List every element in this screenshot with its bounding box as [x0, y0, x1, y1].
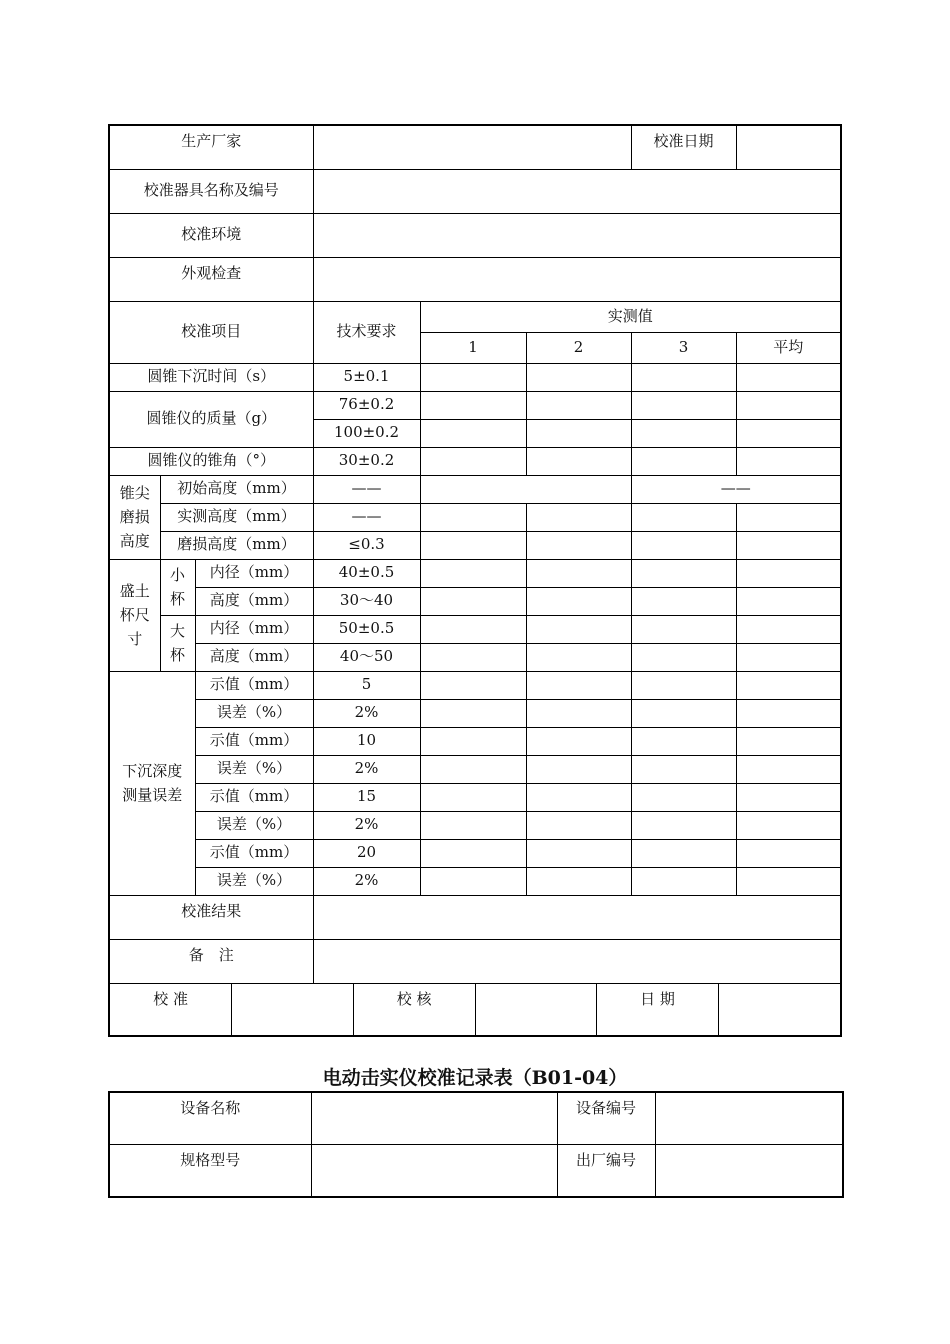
calib-date-label: 校准日期	[631, 125, 736, 169]
remark-label: 备 注	[109, 939, 313, 983]
calibrator-label: 校 准	[110, 984, 232, 1035]
cell[interactable]	[526, 419, 631, 447]
cell[interactable]	[420, 867, 526, 895]
cell[interactable]	[526, 391, 631, 419]
error-label: 误差（%）	[195, 867, 313, 895]
cell[interactable]	[736, 811, 841, 839]
cell[interactable]	[631, 391, 736, 419]
wear-height-req: ≤0.3	[313, 531, 420, 559]
factory-no-field[interactable]	[655, 1145, 843, 1198]
cell[interactable]	[420, 811, 526, 839]
large-cup-diameter-label: 内径（mm）	[195, 615, 313, 643]
cell[interactable]	[420, 615, 526, 643]
header-col-avg: 平均	[736, 332, 841, 363]
small-cup-height-req: 30～40	[313, 587, 420, 615]
calibrator-field[interactable]	[232, 984, 354, 1035]
form2-title: 电动击实仪校准记录表（B01-04）	[322, 1067, 628, 1089]
cone-mass-label: 圆锥仪的质量（g）	[109, 391, 313, 447]
cell[interactable]	[526, 671, 631, 699]
cell[interactable]	[420, 839, 526, 867]
cone-mass-req-76: 76±0.2	[313, 391, 420, 419]
cell[interactable]	[631, 811, 736, 839]
cell[interactable]	[631, 867, 736, 895]
header-col-1: 1	[420, 332, 526, 363]
calibration-form-table	[108, 124, 842, 1037]
depth-label: 示值（mm）	[195, 839, 313, 867]
large-cup-height-req: 40～50	[313, 643, 420, 671]
cone-sink-time-req: 5±0.1	[313, 363, 420, 391]
model-label: 规格型号	[109, 1145, 311, 1198]
cell[interactable]	[736, 867, 841, 895]
cell[interactable]	[736, 503, 841, 531]
cell[interactable]	[526, 531, 631, 559]
cell[interactable]	[526, 839, 631, 867]
cell[interactable]	[736, 755, 841, 783]
header-measured: 实测值	[420, 301, 841, 332]
initial-height-req: ——	[313, 475, 420, 503]
cell[interactable]	[631, 839, 736, 867]
error-label: 误差（%）	[195, 755, 313, 783]
remark-field[interactable]	[313, 939, 841, 983]
device-name-label: 设备名称	[109, 1092, 311, 1145]
error-req: 2%	[313, 755, 420, 783]
initial-height-merged-dash: ——	[631, 475, 841, 503]
cell[interactable]	[631, 643, 736, 671]
cell[interactable]	[526, 447, 631, 475]
wear-height-label: 磨损高度（mm）	[160, 531, 313, 559]
cell[interactable]	[631, 783, 736, 811]
cell[interactable]	[420, 363, 526, 391]
signoff-date-field[interactable]	[718, 984, 840, 1035]
device-name-field[interactable]	[311, 1092, 557, 1145]
cell[interactable]	[631, 447, 736, 475]
header-col-3: 3	[631, 332, 736, 363]
checker-label: 校 核	[353, 984, 475, 1035]
signoff-table	[110, 984, 840, 1035]
cell[interactable]	[631, 503, 736, 531]
cell[interactable]	[736, 671, 841, 699]
cell[interactable]	[736, 587, 841, 615]
cell[interactable]	[736, 559, 841, 587]
cell[interactable]	[526, 615, 631, 643]
result-label: 校准结果	[109, 895, 313, 939]
manufacturer-field[interactable]	[313, 125, 631, 169]
error-req: 2%	[313, 699, 420, 727]
cell[interactable]	[631, 727, 736, 755]
cell[interactable]	[631, 587, 736, 615]
cell[interactable]	[736, 643, 841, 671]
depth-label: 示值（mm）	[195, 727, 313, 755]
cone-angle-label: 圆锥仪的锥角（°）	[109, 447, 313, 475]
depth-label: 示值（mm）	[195, 671, 313, 699]
depth-req: 5	[313, 671, 420, 699]
cell[interactable]	[631, 531, 736, 559]
initial-height-label: 初始高度（mm）	[160, 475, 313, 503]
error-req: 2%	[313, 811, 420, 839]
cell[interactable]	[526, 867, 631, 895]
cell[interactable]	[631, 363, 736, 391]
cone-angle-req: 30±0.2	[313, 447, 420, 475]
cell[interactable]	[736, 699, 841, 727]
header-requirement: 技术要求	[313, 301, 420, 363]
wear-group-label: 锥尖 磨损 高度	[109, 475, 160, 559]
cell[interactable]	[526, 363, 631, 391]
cell[interactable]	[526, 699, 631, 727]
cup-group-label: 盛土 杯尺 寸	[109, 559, 160, 671]
cell[interactable]	[526, 503, 631, 531]
instrument-field[interactable]	[313, 169, 841, 213]
signoff-row	[109, 983, 841, 1036]
result-field[interactable]	[313, 895, 841, 939]
cell[interactable]	[736, 783, 841, 811]
environment-label: 校准环境	[109, 213, 313, 257]
cell[interactable]	[736, 615, 841, 643]
cell[interactable]	[631, 615, 736, 643]
instrument-label: 校准器具名称及编号	[109, 169, 313, 213]
cell[interactable]	[420, 559, 526, 587]
header-col-2: 2	[526, 332, 631, 363]
cell[interactable]	[526, 643, 631, 671]
cell[interactable]	[736, 531, 841, 559]
cell[interactable]	[420, 755, 526, 783]
initial-height-merged-cell[interactable]	[420, 475, 631, 503]
cell[interactable]	[631, 699, 736, 727]
checker-field[interactable]	[475, 984, 597, 1035]
small-cup-diameter-req: 40±0.5	[313, 559, 420, 587]
cell[interactable]	[631, 755, 736, 783]
cell[interactable]	[631, 671, 736, 699]
cell[interactable]	[526, 811, 631, 839]
depth-req: 20	[313, 839, 420, 867]
small-cup-height-label: 高度（mm）	[195, 587, 313, 615]
cell[interactable]	[631, 419, 736, 447]
cell[interactable]	[526, 559, 631, 587]
cell[interactable]	[736, 727, 841, 755]
depth-group-label: 下沉深度 测量误差	[109, 671, 195, 895]
cell[interactable]	[736, 363, 841, 391]
cell[interactable]	[631, 559, 736, 587]
header-item: 校准项目	[109, 301, 313, 363]
signoff-date-label: 日 期	[597, 984, 719, 1035]
depth-req: 10	[313, 727, 420, 755]
cone-mass-req-100: 100±0.2	[313, 419, 420, 447]
appearance-label: 外观检查	[109, 257, 313, 301]
compactor-form-table	[108, 1091, 844, 1198]
cell[interactable]	[736, 391, 841, 419]
large-cup-height-label: 高度（mm）	[195, 643, 313, 671]
measured-height-label: 实测高度（mm）	[160, 503, 313, 531]
cell[interactable]	[420, 587, 526, 615]
error-req: 2%	[313, 867, 420, 895]
device-no-field[interactable]	[655, 1092, 843, 1145]
manufacturer-label: 生产厂家	[109, 125, 313, 169]
cell[interactable]	[526, 727, 631, 755]
cell[interactable]	[420, 727, 526, 755]
device-no-label: 设备编号	[557, 1092, 655, 1145]
factory-no-label: 出厂编号	[557, 1145, 655, 1198]
cell[interactable]	[420, 419, 526, 447]
cell[interactable]	[736, 419, 841, 447]
cell[interactable]	[420, 671, 526, 699]
model-field[interactable]	[311, 1145, 557, 1198]
large-cup-label: 大 杯	[160, 615, 195, 671]
cone-sink-time-label: 圆锥下沉时间（s）	[109, 363, 313, 391]
appearance-field[interactable]	[313, 257, 841, 301]
cell[interactable]	[736, 839, 841, 867]
cell[interactable]	[736, 447, 841, 475]
error-label: 误差（%）	[195, 699, 313, 727]
cell[interactable]	[420, 699, 526, 727]
error-label: 误差（%）	[195, 811, 313, 839]
cell[interactable]	[420, 391, 526, 419]
cell[interactable]	[420, 643, 526, 671]
cell[interactable]	[420, 503, 526, 531]
depth-label: 示值（mm）	[195, 783, 313, 811]
cell[interactable]	[420, 531, 526, 559]
cell[interactable]	[420, 783, 526, 811]
cell[interactable]	[526, 587, 631, 615]
small-cup-diameter-label: 内径（mm）	[195, 559, 313, 587]
depth-req: 15	[313, 783, 420, 811]
large-cup-diameter-req: 50±0.5	[313, 615, 420, 643]
small-cup-label: 小 杯	[160, 559, 195, 615]
measured-height-req: ——	[313, 503, 420, 531]
cell[interactable]	[420, 447, 526, 475]
calib-date-field[interactable]	[736, 125, 841, 169]
environment-field[interactable]	[313, 213, 841, 257]
cell[interactable]	[526, 755, 631, 783]
cell[interactable]	[526, 783, 631, 811]
